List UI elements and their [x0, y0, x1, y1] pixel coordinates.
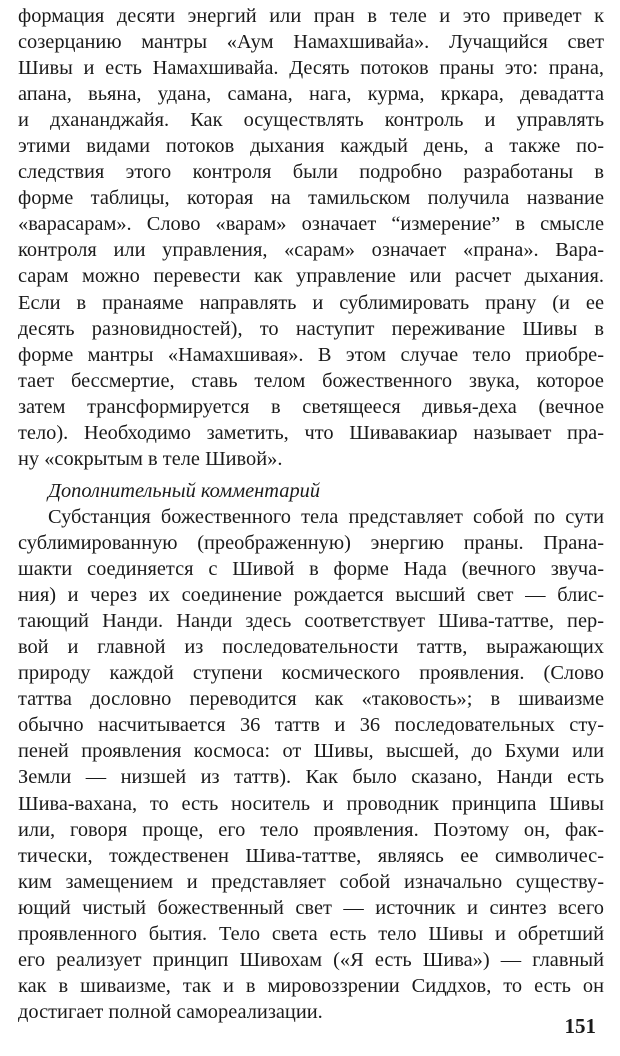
commentary-section — [18, 478, 604, 1025]
text-line: природу каждой ступени космического проявления. (Слово — [18, 662, 604, 685]
text-line: тело). Необходимо заметить, что Шивавакиар называет пра- — [18, 421, 604, 444]
text-line: форме мантры «Намахшивая». В этом случае тело приобре- — [18, 343, 604, 366]
text-line: и дхананджайя. Как осуществлять контроль и управлять — [18, 109, 604, 132]
paragraph-1 — [18, 3, 604, 472]
text-line: форме таблицы, которая на тамильском получила название — [18, 187, 604, 210]
page-number: 151 — [564, 1014, 596, 1038]
text-line: обычно насчитывается 36 таттв и 36 последовательных сту- — [18, 714, 604, 737]
text-line: десять разновидностей), то наступит переживание Шивы в — [18, 317, 604, 340]
text-line: контроля или управления, «сарам» означает «прана». Вара- — [18, 239, 604, 262]
text-line: ющий чистый божественный свет — источник и синтез всего — [18, 896, 604, 919]
text-line: таттва дословно переводится как «таковость»; в шиваизме — [18, 688, 604, 711]
text-line: ким замещением и представляет собой изначально существу- — [18, 870, 604, 893]
text-line: тает бессмертие, ставь телом божественного звука, которое — [18, 369, 604, 392]
text-line: Если в пранаяме направлять и сублимировать прану (и ее — [18, 291, 604, 314]
text-line: этими видами потоков дыхания каждый день, а также по- — [18, 135, 604, 158]
text-line: ну «сокрытым в теле Шивой». — [18, 447, 283, 470]
text-line: или, говоря проще, его тело проявления. Поэтому он, фак- — [18, 818, 604, 841]
text-line: затем трансформируется в светящееся дивья-деха (вечное — [18, 395, 604, 418]
text-line: ния) и через их соединение рождается высший свет — блис- — [18, 584, 604, 607]
text-line: тически, тождественен Шива-таттве, являясь ее символичес- — [18, 844, 604, 867]
text-line: «варасарам». Слово «варам» означает “измерение” в смысле — [18, 213, 604, 236]
text-line: Земли — низшей из таттв). Как было сказано, Нанди есть — [18, 766, 604, 789]
text-line: формация десяти энергий или пран в теле и это приведет к — [18, 5, 604, 27]
text-line: пеней проявления космоса: от Шивы, высшей, до Бхуми или — [18, 740, 604, 763]
section-heading: Дополнительный комментарий — [48, 480, 321, 502]
text-line: Шивы и есть Намахшивайа. Десять потоков праны это: прана, — [18, 57, 604, 80]
text-line: тающий Нанди. Нанди здесь соответствует Шива-таттве, пер- — [18, 610, 604, 633]
text-line: апана, вьяна, удана, самана, нага, курма, кркара, девадатта — [18, 83, 604, 106]
text-line: как в шиваизме, так и в мировоззрении Сиддхов, то есть он — [18, 974, 604, 997]
text-line: проявленного бытия. Тело света есть тело Шивы и обретший — [18, 922, 604, 945]
text-line: шакти соединяется с Шивой в форме Нада (вечного звуча- — [18, 558, 604, 581]
text-line: следствия этого контроля были подробно разработаны в — [18, 161, 604, 184]
text-line: вой и главной из последовательности таттв, выражающих — [18, 636, 604, 659]
text-line: достигает полной самореализации. — [18, 1000, 323, 1023]
text-line: Шива-вахана, то есть носитель и проводник принципа Шивы — [18, 792, 604, 815]
text-line: созерцанию мантры «Аум Намахшивайа». Лучащийся свет — [18, 31, 604, 54]
text-line: Субстанция божественного тела представляет собой по сути — [48, 506, 604, 528]
text-line: сублимированную (преображенную) энергию праны. Прана- — [18, 532, 604, 555]
text-line: сарам можно перевести как управление или расчет дыхания. — [18, 265, 604, 288]
text-line: его реализует принцип Шивохам («Я есть Шива») — главный — [18, 948, 604, 971]
